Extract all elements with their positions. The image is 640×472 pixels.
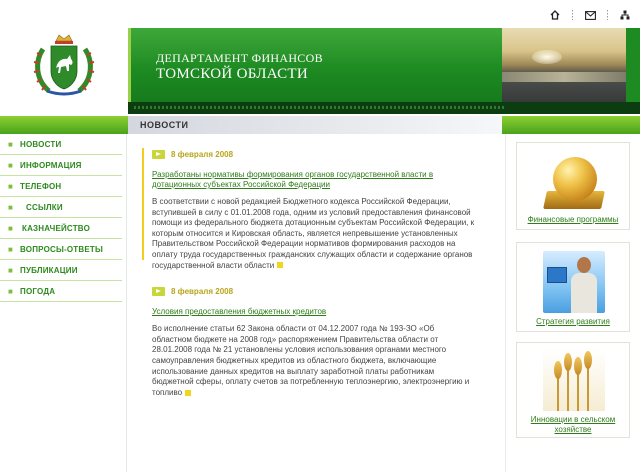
site-title-line2: ТОМСКОЙ ОБЛАСТИ — [156, 66, 309, 82]
menu-item-label: ПУБЛИКАЦИИ — [20, 265, 78, 275]
promo-financial-programs[interactable] — [516, 142, 630, 230]
menu-item-label: НОВОСТИ — [20, 139, 62, 149]
read-more-icon[interactable] — [185, 390, 191, 396]
news-date-row — [152, 285, 476, 297]
main-menu — [0, 134, 122, 302]
wheat-image — [543, 349, 605, 411]
menu-item-label: КАЗНАЧЕЙСТВО — [22, 223, 90, 233]
gold-globe-image — [543, 151, 605, 213]
news-date: 8 февраля 2008 — [171, 286, 234, 296]
promo-caption-link[interactable]: Стратегия развития — [536, 317, 610, 326]
news-item — [142, 285, 476, 398]
news-body-text: В соответствии с новой редакцией Бюджетного кодекса Российской Федерации, вступившей в силу с 01.01.2008 года, одним из условий предоставления финансовой помощи из федерального бюджета дотационным субъектам Российской Федерации, к которым относится и Кировская область, является непревышение установленных Правительством Российской Федерации нормативов формирования расходов на оплату труда государственных гражданских служащих области и содержание органов государственной власти области — [152, 197, 475, 270]
menu-item-faq[interactable] — [0, 239, 122, 260]
menu-bullet-icon: ■ — [8, 244, 13, 254]
header-banner — [128, 28, 502, 104]
news-date: 8 февраля 2008 — [171, 149, 234, 159]
separator — [607, 10, 608, 20]
sidebar-divider — [505, 134, 506, 472]
menu-item-information[interactable] — [0, 155, 122, 176]
menu-item-label: ТЕЛЕФОН — [20, 181, 62, 191]
news-list — [142, 148, 476, 398]
news-title-link[interactable]: Условия предоставления бюджетных кредитов — [152, 307, 327, 317]
menu-top-bar — [0, 116, 128, 134]
home-icon[interactable] — [548, 8, 562, 22]
menu-item-weather[interactable] — [0, 281, 122, 302]
banner-accent-stripe — [128, 28, 131, 104]
menu-bullet-icon: ■ — [8, 223, 13, 233]
news-date-row — [152, 148, 476, 160]
photo-sun — [532, 50, 562, 64]
header-dark-strip — [128, 102, 640, 114]
menu-divider — [126, 134, 127, 472]
header-landscape-photo — [502, 28, 626, 104]
menu-item-treasury[interactable] — [0, 218, 122, 239]
menu-item-news[interactable] — [0, 134, 122, 155]
promo-caption-link[interactable]: Инновации в сельском хозяйстве — [530, 415, 616, 434]
coat-of-arms-area — [0, 28, 128, 104]
mail-icon[interactable] — [583, 8, 597, 22]
header-right-edge — [626, 28, 640, 104]
section-title-bar — [128, 116, 502, 134]
sidebar-top-bar — [502, 116, 640, 134]
site-title — [156, 50, 323, 82]
news-item-accent-bar — [142, 148, 144, 260]
menu-item-links[interactable] — [0, 197, 122, 218]
businesswoman-image — [543, 251, 605, 313]
menu-item-phone[interactable] — [0, 176, 122, 197]
separator — [572, 10, 573, 20]
menu-item-label: ССЫЛКИ — [26, 202, 63, 212]
menu-bullet-icon: ■ — [8, 286, 13, 296]
photo-river — [502, 72, 626, 82]
menu-bullet-icon: ■ — [8, 202, 13, 212]
news-body-text: Во исполнение статьи 62 Закона области от 04.12.2007 года № 193-ЗО «Об областном бюджете на 2008 год» распоряжением Правительства области от 28.01.2008 года № 21 установлены условия использования органами местного самоуправления бюджетных кредитов из областного бюджета, включающие использование данных кредитов на выплату заработной платы работникам бюджетной сферы, оплату счетов за потребленную теплоэнергию, электроэнергию и топливо — [152, 324, 470, 397]
menu-bullet-icon: ■ — [8, 181, 13, 191]
read-more-icon[interactable] — [277, 262, 283, 268]
section-title: НОВОСТИ — [140, 120, 189, 130]
news-title-link[interactable]: Разработаны нормативы формирования органов государственной власти в дотационных субъектах Российской Федерации — [152, 170, 434, 189]
menu-bullet-icon: ■ — [8, 160, 13, 170]
coat-of-arms-icon[interactable] — [29, 31, 99, 101]
menu-item-publications[interactable] — [0, 260, 122, 281]
sitemap-icon[interactable] — [618, 8, 632, 22]
promo-caption-link[interactable]: Финансовые программы — [527, 215, 619, 224]
menu-bullet-icon: ■ — [8, 139, 13, 149]
menu-item-label: ПОГОДА — [20, 286, 56, 296]
site-title-line1: ДЕПАРТАМЕНТ ФИНАНСОВ — [156, 51, 323, 65]
arrow-right-icon — [152, 150, 165, 159]
site-header — [0, 28, 640, 104]
top-utility-icons — [548, 8, 632, 22]
news-body — [152, 324, 476, 398]
news-body — [152, 197, 476, 271]
promo-agriculture-innovation[interactable] — [516, 342, 630, 438]
news-item — [142, 148, 476, 271]
menu-item-label: ВОПРОСЫ-ОТВЕТЫ — [20, 244, 104, 254]
menu-item-label: ИНФОРМАЦИЯ — [20, 160, 82, 170]
arrow-right-icon — [152, 287, 165, 296]
menu-bullet-icon: ■ — [8, 265, 13, 275]
promo-development-strategy[interactable] — [516, 242, 630, 332]
